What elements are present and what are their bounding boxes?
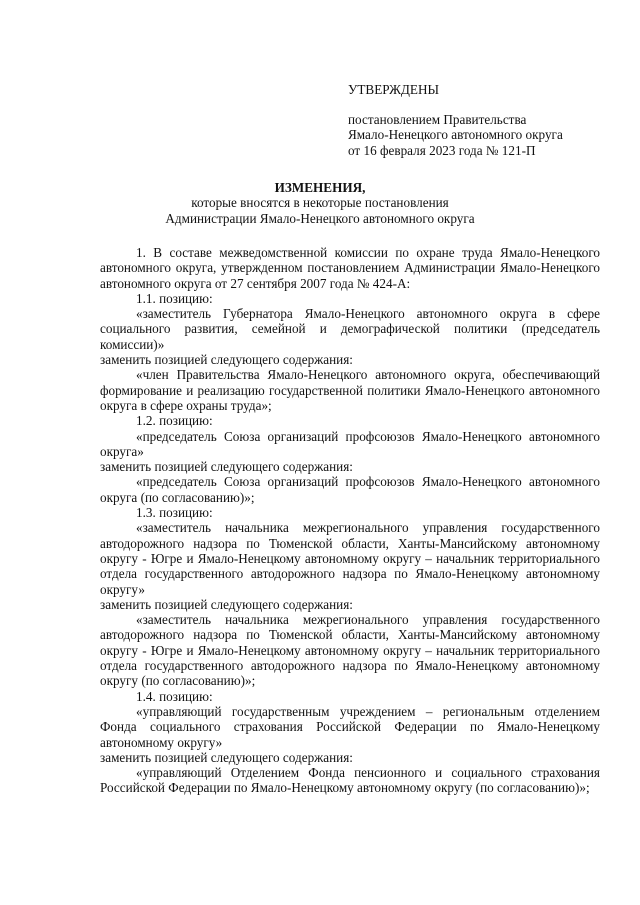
paragraph-replace-1: заменить позицией следующего содержания:	[100, 352, 353, 368]
approval-heading: УТВЕРЖДЕНЫ	[348, 82, 440, 97]
paragraph-replace-3: заменить позицией следующего содержания:	[100, 596, 353, 612]
document-body	[100, 245, 600, 796]
document-title	[80, 180, 560, 226]
paragraph-replace-2: заменить позицией следующего содержания:	[100, 459, 353, 475]
paragraph-quote-4: «председатель Союза организаций профсоюзов Ямало-Ненецкого автономного округа (по согласованию)»;	[100, 474, 600, 505]
document-subtitle-2: Администрации Ямало-Ненецкого автономного округа	[165, 210, 475, 226]
approval-line-2: Ямало-Ненецкого автономного округа	[348, 127, 563, 142]
document-subtitle-1: которые вносятся в некоторые постановления	[191, 195, 449, 211]
paragraph-quote-6: «заместитель начальника межрегионального управления государственного автодорожного надзора по Тюменской области, Ханты-Мансийскому автономному округу - Югре и Ямало-Ненецкому автономному округу – начальник территориального отдела государственного автодорожного надзора по Ямало-Ненецкому автономному округу (по согласованию)»;	[100, 612, 600, 689]
paragraph-1-4: 1.4. позицию:	[136, 688, 213, 704]
document-heading: ИЗМЕНЕНИЯ,	[274, 180, 366, 195]
approval-line-1: постановлением Правительства	[348, 112, 527, 127]
paragraph-1-2: 1.2. позицию:	[136, 413, 213, 429]
paragraph-1-3: 1.3. позицию:	[136, 505, 213, 521]
paragraph-1: 1. В составе межведомственной комиссии по охране труда Ямало-Ненецкого автономного округа, утвержденном постановлением Администрации Ямало-Ненецкого автономного округа от 27 сентября 2007 года № 424-А:	[100, 245, 600, 291]
paragraph-quote-5: «заместитель начальника межрегионального управления государственного автодорожного надзора по Тюменской области, Ханты-Мансийскому автономному округу - Югре и Ямало-Ненецкому автономному округу – начальник территориального отдела государственного автодорожного надзора по Ямало-Ненецкому автономному округу»	[100, 520, 600, 597]
approval-line-3: от 16 февраля 2023 года № 121-П	[348, 143, 536, 158]
paragraph-quote-8: «управляющий Отделением Фонда пенсионного и социального страхования Российской Федерации по Ямало-Ненецкому автономному округу (по согласованию)»;	[100, 765, 600, 796]
paragraph-1-1: 1.1. позицию:	[136, 290, 213, 306]
paragraph-quote-7: «управляющий государственным учреждением – региональным отделением Фонда социального страхования Российской Федерации по Ямало-Ненецкому автономному округу»	[100, 703, 600, 750]
paragraph-quote-3: «председатель Союза организаций профсоюзов Ямало-Ненецкого автономного округа»	[100, 428, 600, 459]
paragraph-replace-4: заменить позицией следующего содержания:	[100, 749, 353, 765]
paragraph-quote-2: «член Правительства Ямало-Ненецкого автономного округа, обеспечивающий формирование и реализацию государственной политики Ямало-Ненецкого автономного округа в сфере охраны труда»;	[100, 367, 600, 413]
paragraph-quote-1: «заместитель Губернатора Ямало-Ненецкого автономного округа в сфере социального развития, семейной и демографической политики (председатель комиссии)»	[100, 306, 600, 352]
